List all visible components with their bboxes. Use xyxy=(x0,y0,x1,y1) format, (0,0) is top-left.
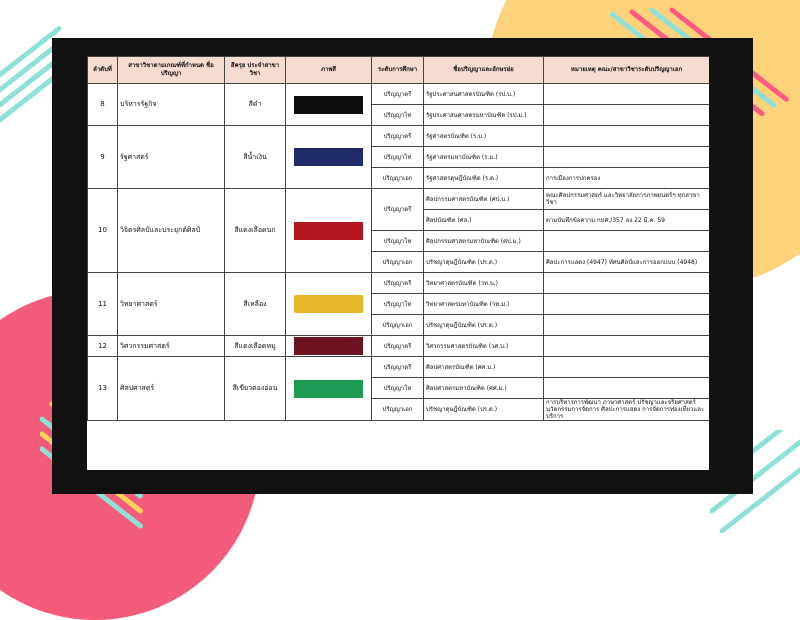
color-swatch xyxy=(294,337,363,355)
degree-name: ศิลปกรรมศาสตรบัณฑิต (ศป.บ.) xyxy=(424,189,544,210)
note xyxy=(544,294,710,315)
education-level: ปริญญาโท xyxy=(372,294,424,315)
note: ศิลปะการแสดง (4947) ทัศนศิลป์และการออกแบบ (4948) xyxy=(544,252,710,273)
degree-name: วิทยาศาสตรมหาบัณฑิต (วท.ม.) xyxy=(424,294,544,315)
note xyxy=(544,315,710,336)
row-number: 8 xyxy=(88,84,118,126)
table-row xyxy=(88,357,710,378)
note: ตามบันทึกข้อความ กบศ./357 ลง 22 มี.ค. 59 xyxy=(544,210,710,231)
degree-name: ศิลปศาสตรบัณฑิต (ศศ.บ.) xyxy=(424,357,544,378)
color-swatch xyxy=(294,295,363,313)
color-swatch xyxy=(294,380,363,398)
gown-color-name: สีแดงเลือดหมู xyxy=(225,336,286,357)
degree-name: วิศวกรรมศาสตรบัณฑิต (วศ.บ.) xyxy=(424,336,544,357)
note: คณะศิลปกรรมศาสตร์ และวิทยาลัยการภาพยนตร์ฯ ทุกสาขาวิชา xyxy=(544,189,710,210)
header-level: ระดับการศึกษา xyxy=(372,57,424,84)
degree-name: วิทยาศาสตรบัณฑิต (วท.บ.) xyxy=(424,273,544,294)
row-number: 9 xyxy=(88,126,118,189)
color-image-cell xyxy=(286,273,372,336)
degree-name: รัฐศาสตรบัณฑิต (ร.บ.) xyxy=(424,126,544,147)
field-name: ศิลปศาสตร์ xyxy=(118,357,225,421)
education-level: ปริญญาตรี xyxy=(372,357,424,378)
degree-name: ศิลปบัณฑิต (ศล.) xyxy=(424,210,544,231)
gown-color-name: สีน้ำเงิน xyxy=(225,126,286,189)
education-level: ปริญญาโท xyxy=(372,147,424,168)
color-image-cell xyxy=(286,336,372,357)
color-swatch xyxy=(294,222,363,240)
education-level: ปริญญาเอก xyxy=(372,315,424,336)
field-name: วิทยาศาสตร์ xyxy=(118,273,225,336)
row-number: 12 xyxy=(88,336,118,357)
education-level: ปริญญาตรี xyxy=(372,273,424,294)
education-level: ปริญญาเอก xyxy=(372,252,424,273)
note xyxy=(544,273,710,294)
table-row xyxy=(88,84,710,105)
note xyxy=(544,231,710,252)
header-color-image: ภาพสี xyxy=(286,57,372,84)
note xyxy=(544,357,710,378)
education-level: ปริญญาตรี xyxy=(372,126,424,147)
degree-name: ศิลปศาสตรมหาบัณฑิต (ศศ.ม.) xyxy=(424,378,544,399)
gown-color-name: สีดำ xyxy=(225,84,286,126)
gown-color-name: สีแดงเลือดนก xyxy=(225,189,286,273)
degree-color-table xyxy=(87,56,709,421)
degree-name: รัฐศาสตรมหาบัณฑิต (ร.ม.) xyxy=(424,147,544,168)
color-image-cell xyxy=(286,84,372,126)
note xyxy=(544,105,710,126)
degree-name: ปรัชญาดุษฎีบัณฑิต (ปร.ด.) xyxy=(424,252,544,273)
note xyxy=(544,126,710,147)
education-level: ปริญญาโท xyxy=(372,231,424,252)
header-no: ลำดับที่ xyxy=(88,57,118,84)
row-number: 11 xyxy=(88,273,118,336)
note xyxy=(544,147,710,168)
color-image-cell xyxy=(286,189,372,273)
row-number: 13 xyxy=(88,357,118,421)
note xyxy=(544,84,710,105)
education-level: ปริญญาโท xyxy=(372,105,424,126)
field-name: บริหารรัฐกิจ xyxy=(118,84,225,126)
education-level: ปริญญาตรี xyxy=(372,189,424,231)
degree-name: รัฐประศาสนศาสตรบัณฑิต (รป.บ.) xyxy=(424,84,544,105)
header-note: หมายเหตุ คณะ/สาขาวิชาระดับปริญญาเอก xyxy=(544,57,710,84)
color-image-cell xyxy=(286,357,372,421)
education-level: ปริญญาตรี xyxy=(372,84,424,105)
education-level: ปริญญาเอก xyxy=(372,168,424,189)
field-name: วิศวกรรมศาสตร์ xyxy=(118,336,225,357)
note xyxy=(544,336,710,357)
gown-color-name: สีเหลือง xyxy=(225,273,286,336)
color-image-cell xyxy=(286,126,372,189)
field-name: วิจิตรศิลป์และประยุกต์ศิลป์ xyxy=(118,189,225,273)
gown-color-name: สีเขียวตองอ่อน xyxy=(225,357,286,421)
note xyxy=(544,378,710,399)
table-row xyxy=(88,189,710,210)
degree-name: ศิลปกรรมศาสตรมหาบัณฑิต (ศป.ม.) xyxy=(424,231,544,252)
degree-name: รัฐประศาสนศาสตรมหาบัณฑิต (รป.ม.) xyxy=(424,105,544,126)
degree-name: ปรัชญาดุษฎีบัณฑิต (ปร.ด.) xyxy=(424,315,544,336)
note: การบริหารการพัฒนา ภาษาศาสตร์ ปรัชญาและจริยศาสตร์ นวัตกรรมการจัดการ ศิลปะการแสดง การจัดการท่องเที่ยวและบริการ xyxy=(544,399,710,421)
color-swatch xyxy=(294,96,363,114)
degree-name: รัฐศาสตรดุษฎีบัณฑิต (ร.ด.) xyxy=(424,168,544,189)
header-gown-color: สีครุย ประจำสาขาวิชา xyxy=(225,57,286,84)
color-swatch xyxy=(294,148,363,166)
field-name: รัฐศาสตร์ xyxy=(118,126,225,189)
table-header-row xyxy=(88,57,710,84)
education-level: ปริญญาตรี xyxy=(372,336,424,357)
table-row xyxy=(88,273,710,294)
row-number: 10 xyxy=(88,189,118,273)
education-level: ปริญญาเอก xyxy=(372,399,424,421)
education-level: ปริญญาโท xyxy=(372,378,424,399)
header-degree: ชื่อปริญญาและอักษรย่อ xyxy=(424,57,544,84)
table-row xyxy=(88,126,710,147)
note: การเมืองการปกครอง xyxy=(544,168,710,189)
degree-name: ปรัชญาดุษฎีบัณฑิต (ปร.ด.) xyxy=(424,399,544,421)
document-sheet xyxy=(87,56,709,470)
header-field: สาขาวิชาตามเกณฑ์ที่กำหนด ชื่อปริญญา xyxy=(118,57,225,84)
table-row xyxy=(88,336,710,357)
